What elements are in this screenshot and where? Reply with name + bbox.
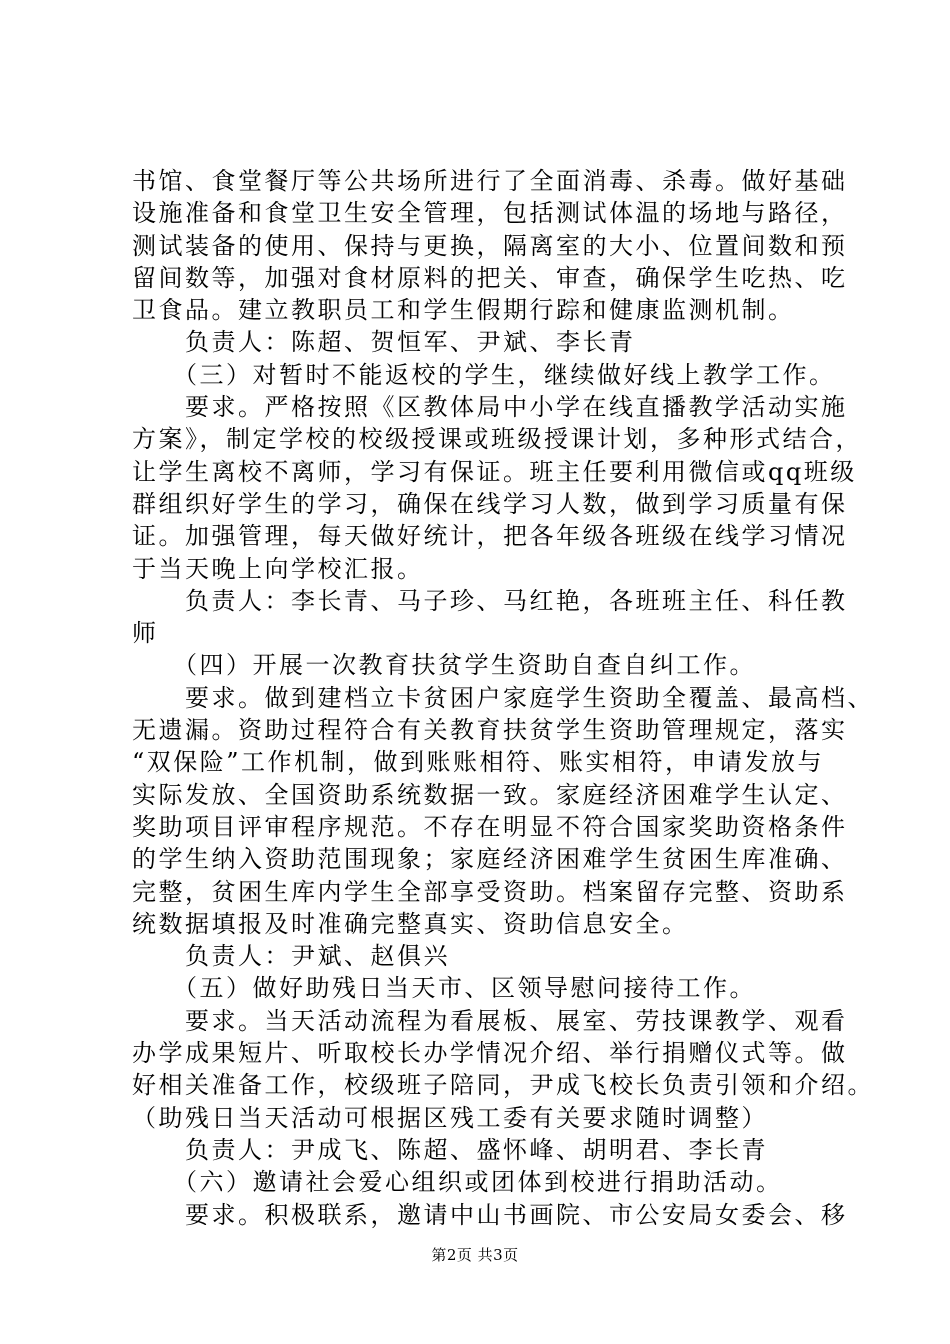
text-line: 设施准备和食堂卫生安全管理，包括测试体温的场地与路径，	[132, 199, 848, 228]
text-line: （五）做好助残日当天市、区领导慰问接待工作。	[132, 974, 756, 1003]
text-line: 群组织好学生的学习，确保在线学习人数，做到学习质量有保	[132, 489, 848, 518]
text-line: 无遗漏。资助过程符合有关教育扶贫学生资助管理规定，落实	[132, 716, 848, 745]
text-line: 测试装备的使用、保持与更换，隔离室的大小、位置间数和预	[132, 231, 848, 260]
text-line: （助残日当天活动可根据区残工委有关要求随时调整）	[132, 1103, 768, 1132]
text-line: 完整，贫困生库内学生全部享受资助。档案留存完整、资助系	[132, 877, 848, 906]
text-line: 书馆、食堂餐厅等公共场所进行了全面消毒、杀毒。做好基础	[132, 167, 848, 195]
text-line: （三）对暂时不能返校的学生，继续做好线上教学工作。	[132, 360, 836, 389]
text-line: 实际发放、全国资助系统数据一致。家庭经济困难学生认定、	[132, 780, 848, 809]
text-line: 要求。严格按照《区教体局中小学在线直播教学活动实施	[132, 393, 848, 422]
text-line: 卫食品。建立教职员工和学生假期行踪和健康监测机制。	[132, 296, 795, 325]
text-line: 负责人：陈超、贺恒军、尹斌、李长青	[132, 328, 636, 357]
text-line: （六）邀请社会爱心组织或团体到校进行捐助活动。	[132, 1168, 783, 1197]
page-number-label: 第2页 共3页	[431, 1246, 519, 1264]
text-line: 负责人：李长青、马子珍、马红艳，各班班主任、科任教	[132, 586, 848, 615]
document-body	[132, 165, 874, 1231]
text-line: 方案》，制定学校的校级授课或班级授课计划，多种形式结合，	[132, 425, 862, 454]
text-line: 师	[132, 619, 159, 648]
text-line: 要求。做到建档立卡贫困户家庭学生资助全覆盖、最高档、	[132, 683, 874, 712]
text-line: 要求。当天活动流程为看展板、展室、劳技课教学、观看	[132, 1006, 848, 1035]
text-line: 的学生纳入资助范围现象；家庭经济困难学生贫困生库准确、	[132, 845, 848, 874]
text-line: 好相关准备工作，校级班子陪同，尹成飞校长负责引领和介绍。	[132, 1071, 874, 1100]
text-line: 负责人：尹成飞、陈超、盛怀峰、胡明君、李长青	[132, 1135, 768, 1164]
text-line: 负责人：尹斌、赵俱兴	[132, 942, 450, 971]
text-line: 让学生离校不离师，学习有保证。班主任要利用微信或qq班级	[132, 457, 857, 486]
page-footer	[0, 1245, 950, 1265]
text-line: 留间数等，加强对食材原料的把关、审查，确保学生吃热、吃	[132, 263, 848, 292]
text-line: （四）开展一次教育扶贫学生资助自查自纠工作。	[132, 651, 756, 680]
text-line: 统数据填报及时准确完整真实、资助信息安全。	[132, 909, 689, 938]
text-line: 奖助项目评审程序规范。不存在明显不符合国家奖助资格条件	[132, 812, 848, 841]
text-line: 办学成果短片、听取校长办学情况介绍、举行捐赠仪式等。做	[132, 1039, 848, 1068]
text-line: 于当天晚上向学校汇报。	[132, 554, 424, 583]
text-line: 要求。积极联系，邀请中山书画院、市公安局女委会、移	[132, 1200, 848, 1229]
text-line: 证。加强管理，每天做好统计，把各年级各班级在线学习情况	[132, 522, 848, 551]
text-line: “双保险”工作机制，做到账账相符、账实相符，申请发放与	[132, 748, 825, 777]
